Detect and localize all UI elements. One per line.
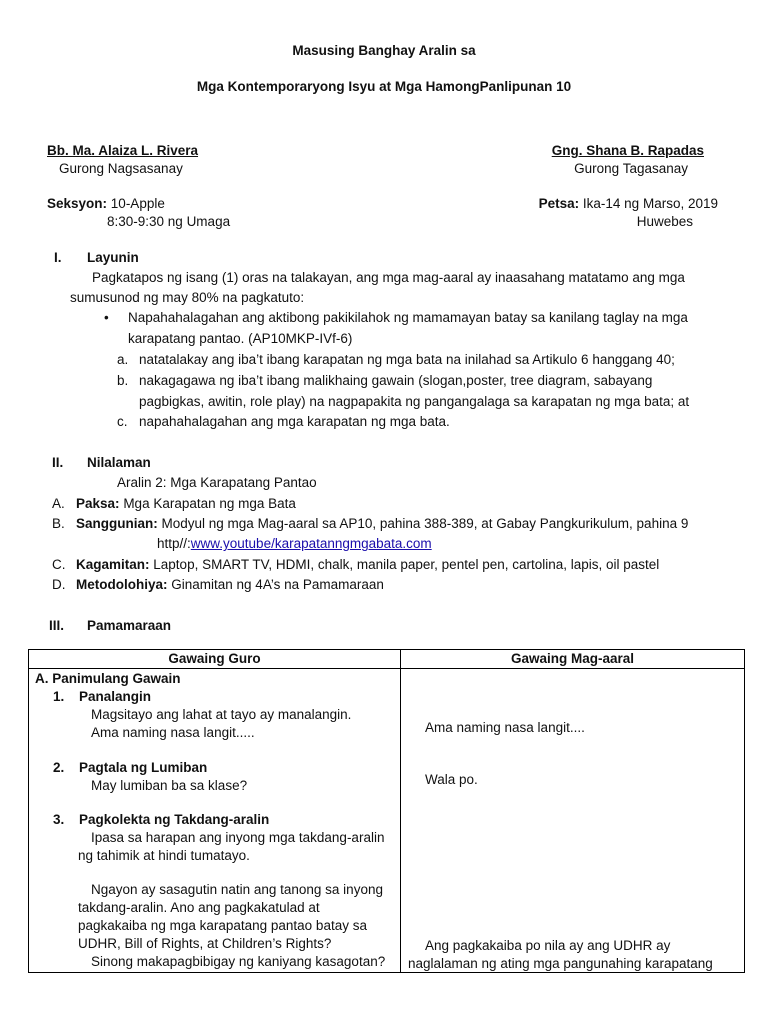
content-item: [76, 516, 688, 531]
date-label: Petsa:: [538, 196, 580, 211]
objectives-intro-line-1: Pagkatapos ng isang (1) oras na talakayan, ang mga mag-aaral ay inaasahang matatamo ang mga: [92, 270, 685, 285]
objective-bullet-line-2: karapatang pantao. (AP10MKP-IVf-6): [128, 331, 353, 346]
section-line: [47, 196, 165, 211]
content-letter: C.: [52, 557, 66, 572]
content-item-text: Laptop, SMART TV, HDMI, chalk, manila paper, pentel pen, cartolina, lapis, oil pastel: [153, 557, 660, 572]
content-letter: D.: [52, 577, 66, 592]
question-line: takdang-aralin. Ano ang pagkakatulad at: [78, 900, 320, 915]
question-line: UDHR, Bill of Rights, at Children’s Rights?: [78, 936, 332, 951]
section-label: Seksyon:: [47, 196, 108, 211]
lesson-title: Aralin 2: Mga Karapatang Pantao: [117, 475, 317, 490]
bullet-icon: •: [104, 310, 109, 325]
teacher-activities-cell: [29, 669, 401, 973]
content-item-label: Metodolohiya:: [76, 577, 168, 592]
step-line: ng tahimik at hindi tumatayo.: [78, 848, 250, 863]
column-header-teacher: Gawaing Guro: [29, 650, 401, 669]
question-line: Sinong makapagbibigay ng kaniyang kasagotan?: [91, 954, 386, 969]
content-item-text: Modyul ng mga Mag-aaral sa AP10, pahina 388-389, at Gabay Pangkurikulum, pahina 9: [161, 516, 689, 531]
link-prefix: http//:: [157, 536, 191, 551]
step-line: Ama naming nasa langit.....: [91, 725, 255, 740]
content-heading: Nilalaman: [87, 455, 151, 470]
procedure-number: III.: [49, 618, 65, 633]
objective-item-text: napahahalagahan ang mga karapatan ng mga bata.: [139, 414, 450, 429]
step-number: 2.: [53, 760, 65, 775]
objective-item-text: pagbigkas, awitin, role play) na nagpapakita ng pangangalaga sa karapatan ng mga bata; at: [139, 394, 690, 409]
objective-letter: b.: [117, 373, 129, 388]
supervisor-name: Gng. Shana B. Rapadas: [551, 143, 704, 158]
objectives-intro-line-2: sumusunod ng may 80% na pagkatuto:: [70, 290, 305, 305]
student-absent-response: Wala po.: [425, 772, 478, 787]
objective-bullet-line-1: Napahahalagahan ang aktibong pakikilahok ng mamamayan batay sa kanilang taglay na mga: [128, 310, 688, 325]
step-title: Pagkolekta ng Takdang-aralin: [79, 812, 270, 827]
step-line: May lumiban ba sa klase?: [91, 778, 248, 793]
teacher-name: Bb. Ma. Alaiza L. Rivera: [47, 143, 199, 158]
content-item: [76, 577, 384, 592]
class-day: Huwebes: [636, 214, 693, 229]
content-item-label: Paksa:: [76, 496, 120, 511]
content-item: [76, 496, 296, 511]
objectives-heading: Layunin: [87, 250, 139, 265]
class-time: 8:30-9:30 ng Umaga: [107, 214, 231, 229]
supervisor-role: Gurong Tagasanay: [574, 161, 688, 176]
section-value: 10-Apple: [110, 196, 165, 211]
objective-letter: a.: [117, 352, 129, 367]
date-value: Ika-14 ng Marso, 2019: [582, 196, 718, 211]
column-header-student: Gawaing Mag-aaral: [401, 650, 745, 669]
student-answer-line: naglalaman ng ating mga pangunahing karapatang: [408, 956, 713, 971]
procedure-heading: Pamamaraan: [87, 618, 172, 633]
objective-letter: c.: [117, 414, 128, 429]
content-item-text: Mga Karapatan ng mga Bata: [123, 496, 296, 511]
content-number: II.: [52, 455, 64, 470]
content-item-text: Ginamitan ng 4A’s na Pamamaraan: [171, 577, 384, 592]
student-activities-cell: [401, 669, 745, 973]
title-line-1: Masusing Banghay Aralin sa: [292, 43, 476, 58]
procedure-table: [28, 649, 745, 973]
step-title: Pagtala ng Lumiban: [79, 760, 208, 775]
reference-link[interactable]: www.youtube/karapatanngmgabata.com: [190, 536, 432, 551]
question-line: Ngayon ay sasagutin natin ang tanong sa inyong: [91, 882, 383, 897]
step-number: 1.: [53, 689, 65, 704]
teacher-role: Gurong Nagsasanay: [59, 161, 183, 176]
question-line: pagkakaiba ng mga karapatang pantao batay sa: [78, 918, 367, 933]
student-prayer-response: Ama naming nasa langit....: [425, 720, 585, 735]
title-line-2: Mga Kontemporaryong Isyu at Mga HamongPanlipunan 10: [196, 79, 572, 94]
student-answer-line: Ang pagkakaiba po nila ay ang UDHR ay: [425, 938, 671, 953]
objective-item-text: natatalakay ang iba’t ibang karapatan ng mga bata na inilahad sa Artikulo 6 hanggang 40;: [139, 352, 675, 367]
step-line: Ipasa sa harapan ang inyong mga takdang-aralin: [91, 830, 385, 845]
content-item-label: Kagamitan:: [76, 557, 150, 572]
date-line: [539, 196, 718, 211]
section-a-heading: A. Panimulang Gawain: [35, 671, 181, 686]
objective-item-text: nakagagawa ng iba’t ibang malikhaing gawain (slogan,poster, tree diagram, sabayang: [139, 373, 653, 388]
content-item-label: Sanggunian:: [76, 516, 158, 531]
step-line: Magsitayo ang lahat at tayo ay manalangin.: [91, 707, 352, 722]
objectives-number: I.: [54, 250, 62, 265]
content-letter: B.: [52, 516, 65, 531]
content-item: [76, 557, 659, 572]
content-letter: A.: [52, 496, 65, 511]
step-title: Panalangin: [79, 689, 152, 704]
reference-link-line: [157, 536, 432, 551]
step-number: 3.: [53, 812, 65, 827]
